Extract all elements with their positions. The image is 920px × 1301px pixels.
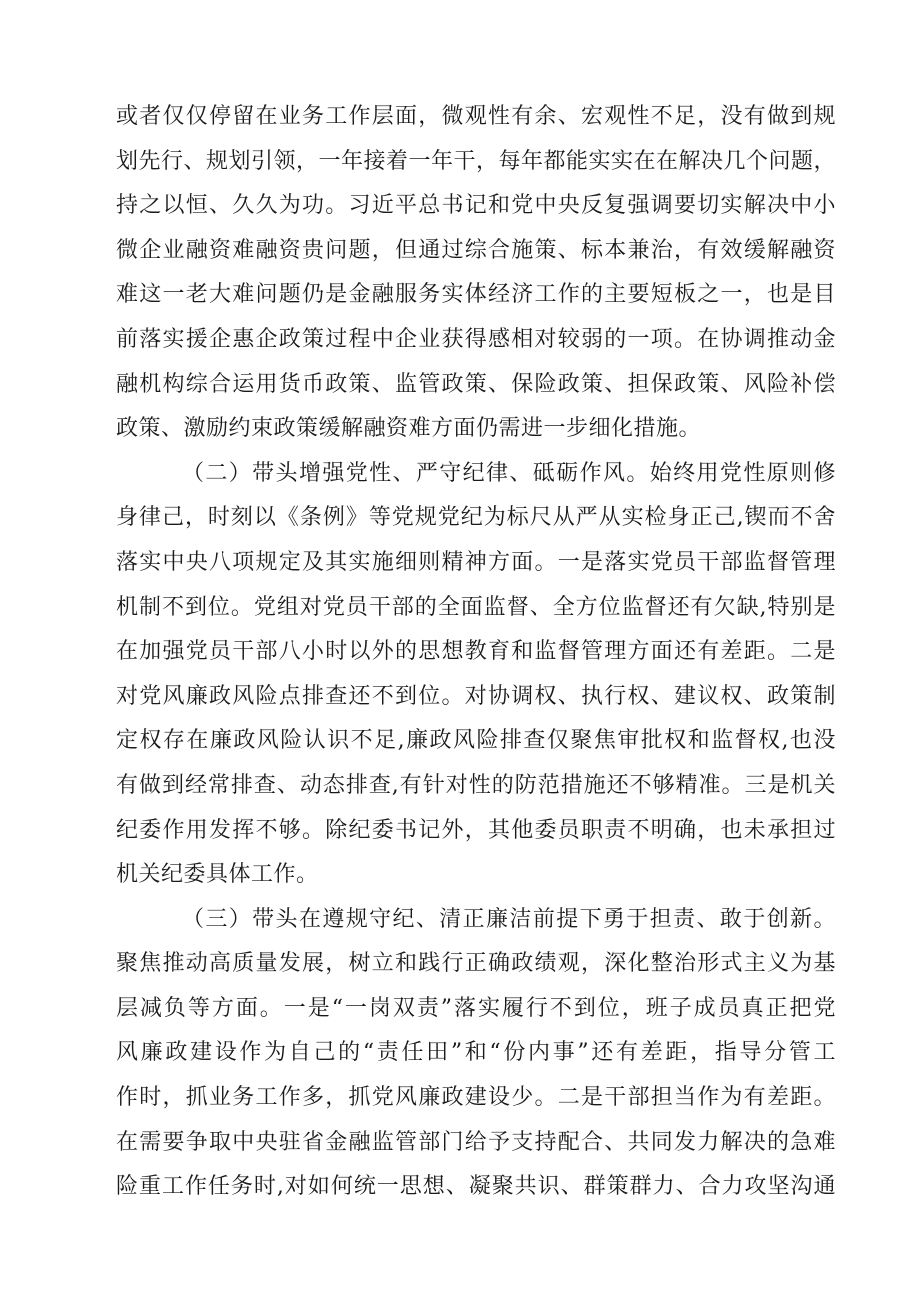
text-line: 定权存在廉政风险认识不足,廉政风险排查仅聚焦审批权和监督权,也没	[116, 728, 836, 754]
text-line: 在加强党员干部八小时以外的思想教育和监督管理方面还有差距。二是	[116, 639, 836, 665]
text-line: 融机构综合运用货币政策、监管政策、保险政策、担保政策、风险补偿	[116, 371, 836, 397]
text-line: 持之以恒、久久为功。习近平总书记和党中央反复强调要切实解决中小	[116, 193, 836, 219]
text-line: 聚焦推动高质量发展，树立和践行正确政绩观，深化整治形式主义为基	[116, 951, 836, 977]
text-line: 风廉政建设作为自己的“责任田”和“份内事”还有差距，指导分管工	[116, 1040, 836, 1066]
section-heading-line: （二）带头增强党性、严守纪律、砥砺作风。始终用党性原则修	[182, 460, 836, 486]
section-heading-line: （三）带头在遵规守纪、清正廉洁前提下勇于担责、敢于创新。	[182, 906, 836, 932]
text-line: 作时，抓业务工作多，抓党风廉政建设少。二是干部担当作为有差距。	[116, 1085, 836, 1111]
text-line: 对党风廉政风险点排查还不到位。对协调权、执行权、建议权、政策制	[116, 683, 836, 709]
text-line: 身律己，时刻以《条例》等党规党纪为标尺从严从实检身正己,锲而不舍	[116, 505, 836, 531]
text-line: 微企业融资难融资贵问题，但通过综合施策、标本兼治，有效缓解融资	[116, 237, 836, 263]
text-line: 落实中央八项规定及其实施细则精神方面。一是落实党员干部监督管理	[116, 549, 836, 575]
text-line: 有做到经常排查、动态排查,有针对性的防范措施还不够精准。三是机关	[116, 772, 836, 798]
text-line: 难这一老大难问题仍是金融服务实体经济工作的主要短板之一，也是目	[116, 282, 836, 308]
text-line: 纪委作用发挥不够。除纪委书记外，其他委员职责不明确，也未承担过	[116, 817, 836, 843]
text-line: 险重工作任务时,对如何统一思想、凝聚共识、群策群力、合力攻坚沟通	[116, 1174, 836, 1200]
text-line: 层减负等方面。一是“一岗双责”落实履行不到位，班子成员真正把党	[116, 995, 836, 1021]
text-line: 前落实援企惠企政策过程中企业获得感相对较弱的一项。在协调推动金	[116, 326, 836, 352]
text-line: 划先行、规划引领，一年接着一年干，每年都能实实在在解决几个问题，	[116, 148, 837, 174]
document-body	[116, 95, 836, 1210]
text-line: 机制不到位。党组对党员干部的全面监督、全方位监督还有欠缺,特别是	[116, 594, 836, 620]
text-line: 政策、激励约束政策缓解融资难方面仍需进一步细化措施。	[116, 416, 702, 442]
text-line: 在需要争取中央驻省金融监管部门给予支持配合、共同发力解决的急难	[116, 1129, 836, 1155]
paragraph-3	[116, 898, 836, 1210]
paragraph-2	[116, 452, 836, 898]
text-line: 机关纪委具体工作。	[116, 862, 319, 888]
text-line: 或者仅仅停留在业务工作层面，微观性有余、宏观性不足，没有做到规	[116, 104, 836, 129]
paragraph-1	[116, 95, 836, 452]
